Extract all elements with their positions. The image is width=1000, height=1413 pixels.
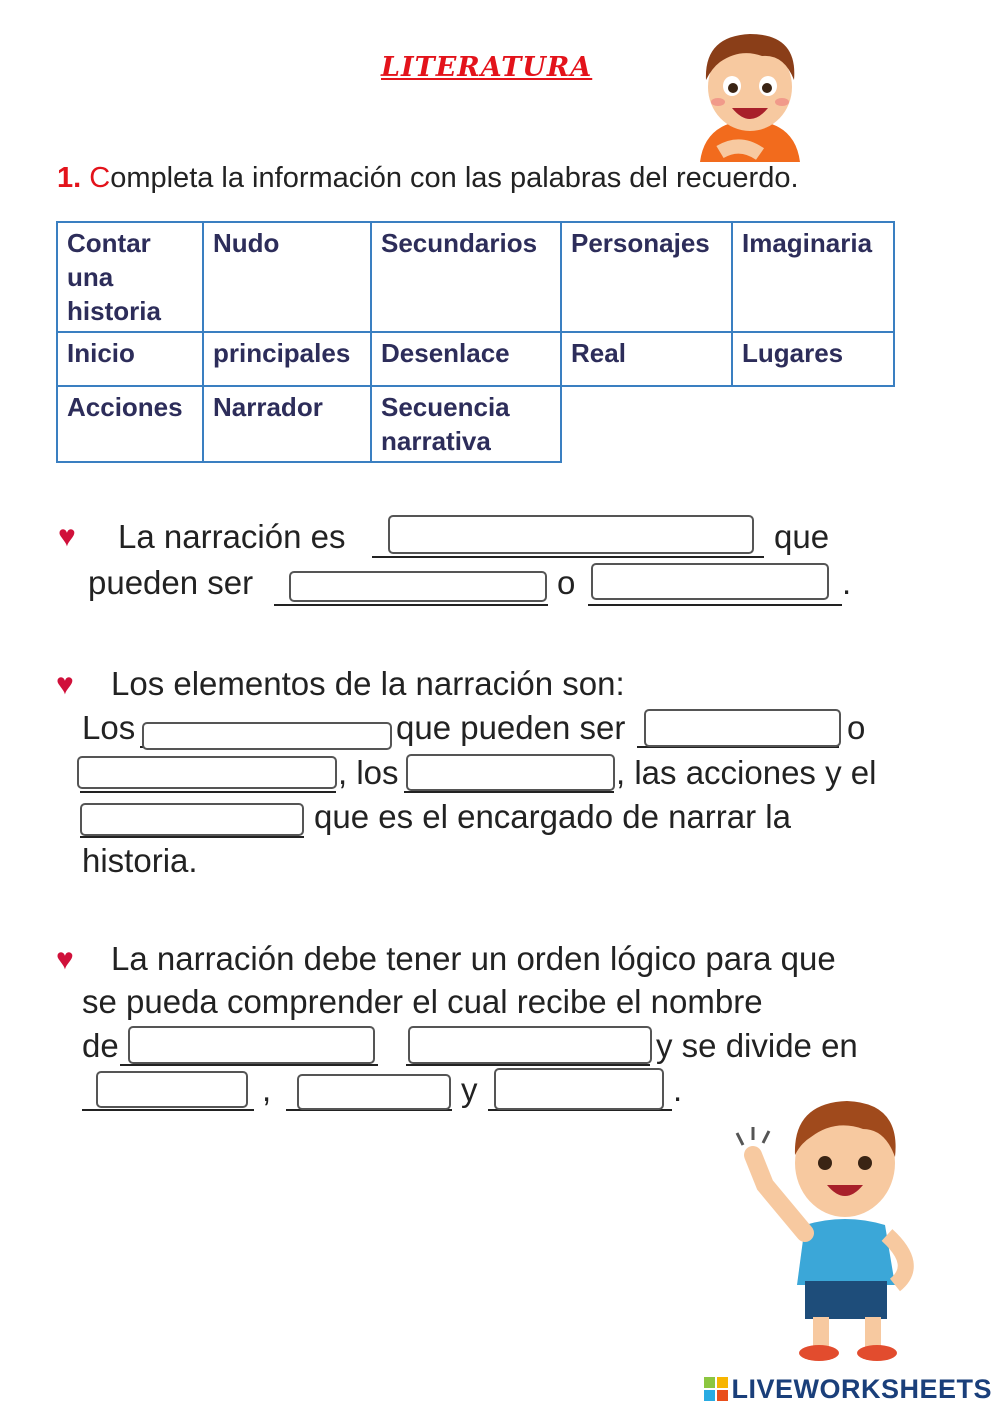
- section1-text: .: [842, 564, 852, 601]
- heart-icon: ♥: [56, 668, 74, 701]
- section3-text: La narración debe tener un orden lógico para que: [111, 940, 836, 977]
- section2-text: , los: [338, 754, 399, 791]
- instruction-first-letter: C: [89, 162, 111, 194]
- word-cell: Lugares: [732, 332, 894, 386]
- answer-blank-7[interactable]: [406, 754, 615, 791]
- liveworksheets-icon: [704, 1377, 728, 1401]
- heart-icon: ♥: [58, 520, 76, 553]
- section3-text: y se divide en: [656, 1027, 858, 1064]
- heart-icon: ♥: [56, 943, 74, 976]
- word-cell: Inicio: [57, 332, 203, 386]
- answer-blank-8[interactable]: [80, 803, 304, 836]
- instruction-number: 1.: [57, 162, 82, 194]
- section3-text: se pueda comprender el cual recibe el nombre: [82, 983, 763, 1020]
- word-bank-table: [56, 221, 895, 463]
- word-cell: Desenlace: [371, 332, 561, 386]
- word-cell: Narrador: [203, 386, 371, 462]
- boy-face-illustration: [680, 22, 820, 162]
- section2-text: que es el encargado de narrar la: [314, 798, 791, 835]
- page-title: LITERATURA: [381, 52, 593, 83]
- answer-blank-4[interactable]: [142, 722, 392, 750]
- word-cell: Contar una historia: [57, 222, 203, 332]
- section2-text: que pueden ser: [396, 709, 626, 746]
- instruction-text: ompleta la información con las palabras del recuerdo.: [110, 162, 799, 194]
- section1-text: o: [557, 564, 576, 601]
- brand-logo: [704, 1374, 992, 1405]
- answer-blank-1[interactable]: [388, 515, 754, 554]
- brand-text: LIVEWORKSHEETS: [731, 1374, 992, 1404]
- word-cell: Secundarios: [371, 222, 561, 332]
- answer-blank-9[interactable]: [128, 1026, 375, 1064]
- word-cell: principales: [203, 332, 371, 386]
- section3-text: ,: [262, 1071, 272, 1108]
- answer-blank-3[interactable]: [591, 563, 829, 600]
- boy-thumbs-up-illustration: [735, 1085, 935, 1365]
- section2-text: o: [847, 709, 866, 746]
- section1-text: que: [774, 518, 830, 555]
- section2-text: , las acciones y el: [616, 754, 877, 791]
- answer-blank-10[interactable]: [408, 1026, 652, 1064]
- word-cell: Real: [561, 332, 732, 386]
- word-cell: Personajes: [561, 222, 732, 332]
- instruction: [57, 162, 799, 195]
- section1-text: pueden ser: [88, 564, 254, 601]
- answer-blank-12[interactable]: [297, 1074, 451, 1110]
- section3-text: y: [461, 1071, 478, 1108]
- section2-text: historia.: [82, 842, 198, 879]
- section2-text: Los elementos de la narración son:: [111, 665, 625, 702]
- section2-text: Los: [82, 709, 136, 746]
- section1-text: La narración es: [118, 518, 346, 555]
- word-cell: Acciones: [57, 386, 203, 462]
- section3-text: .: [673, 1071, 683, 1108]
- word-cell: Secuencia narrativa: [371, 386, 561, 462]
- section3-text: de: [82, 1027, 119, 1064]
- answer-blank-11[interactable]: [96, 1071, 248, 1108]
- word-cell: Nudo: [203, 222, 371, 332]
- answer-blank-13[interactable]: [494, 1068, 664, 1110]
- answer-blank-5[interactable]: [644, 709, 841, 747]
- answer-blank-2[interactable]: [289, 571, 547, 602]
- word-cell: Imaginaria: [732, 222, 894, 332]
- answer-blank-6[interactable]: [77, 756, 337, 789]
